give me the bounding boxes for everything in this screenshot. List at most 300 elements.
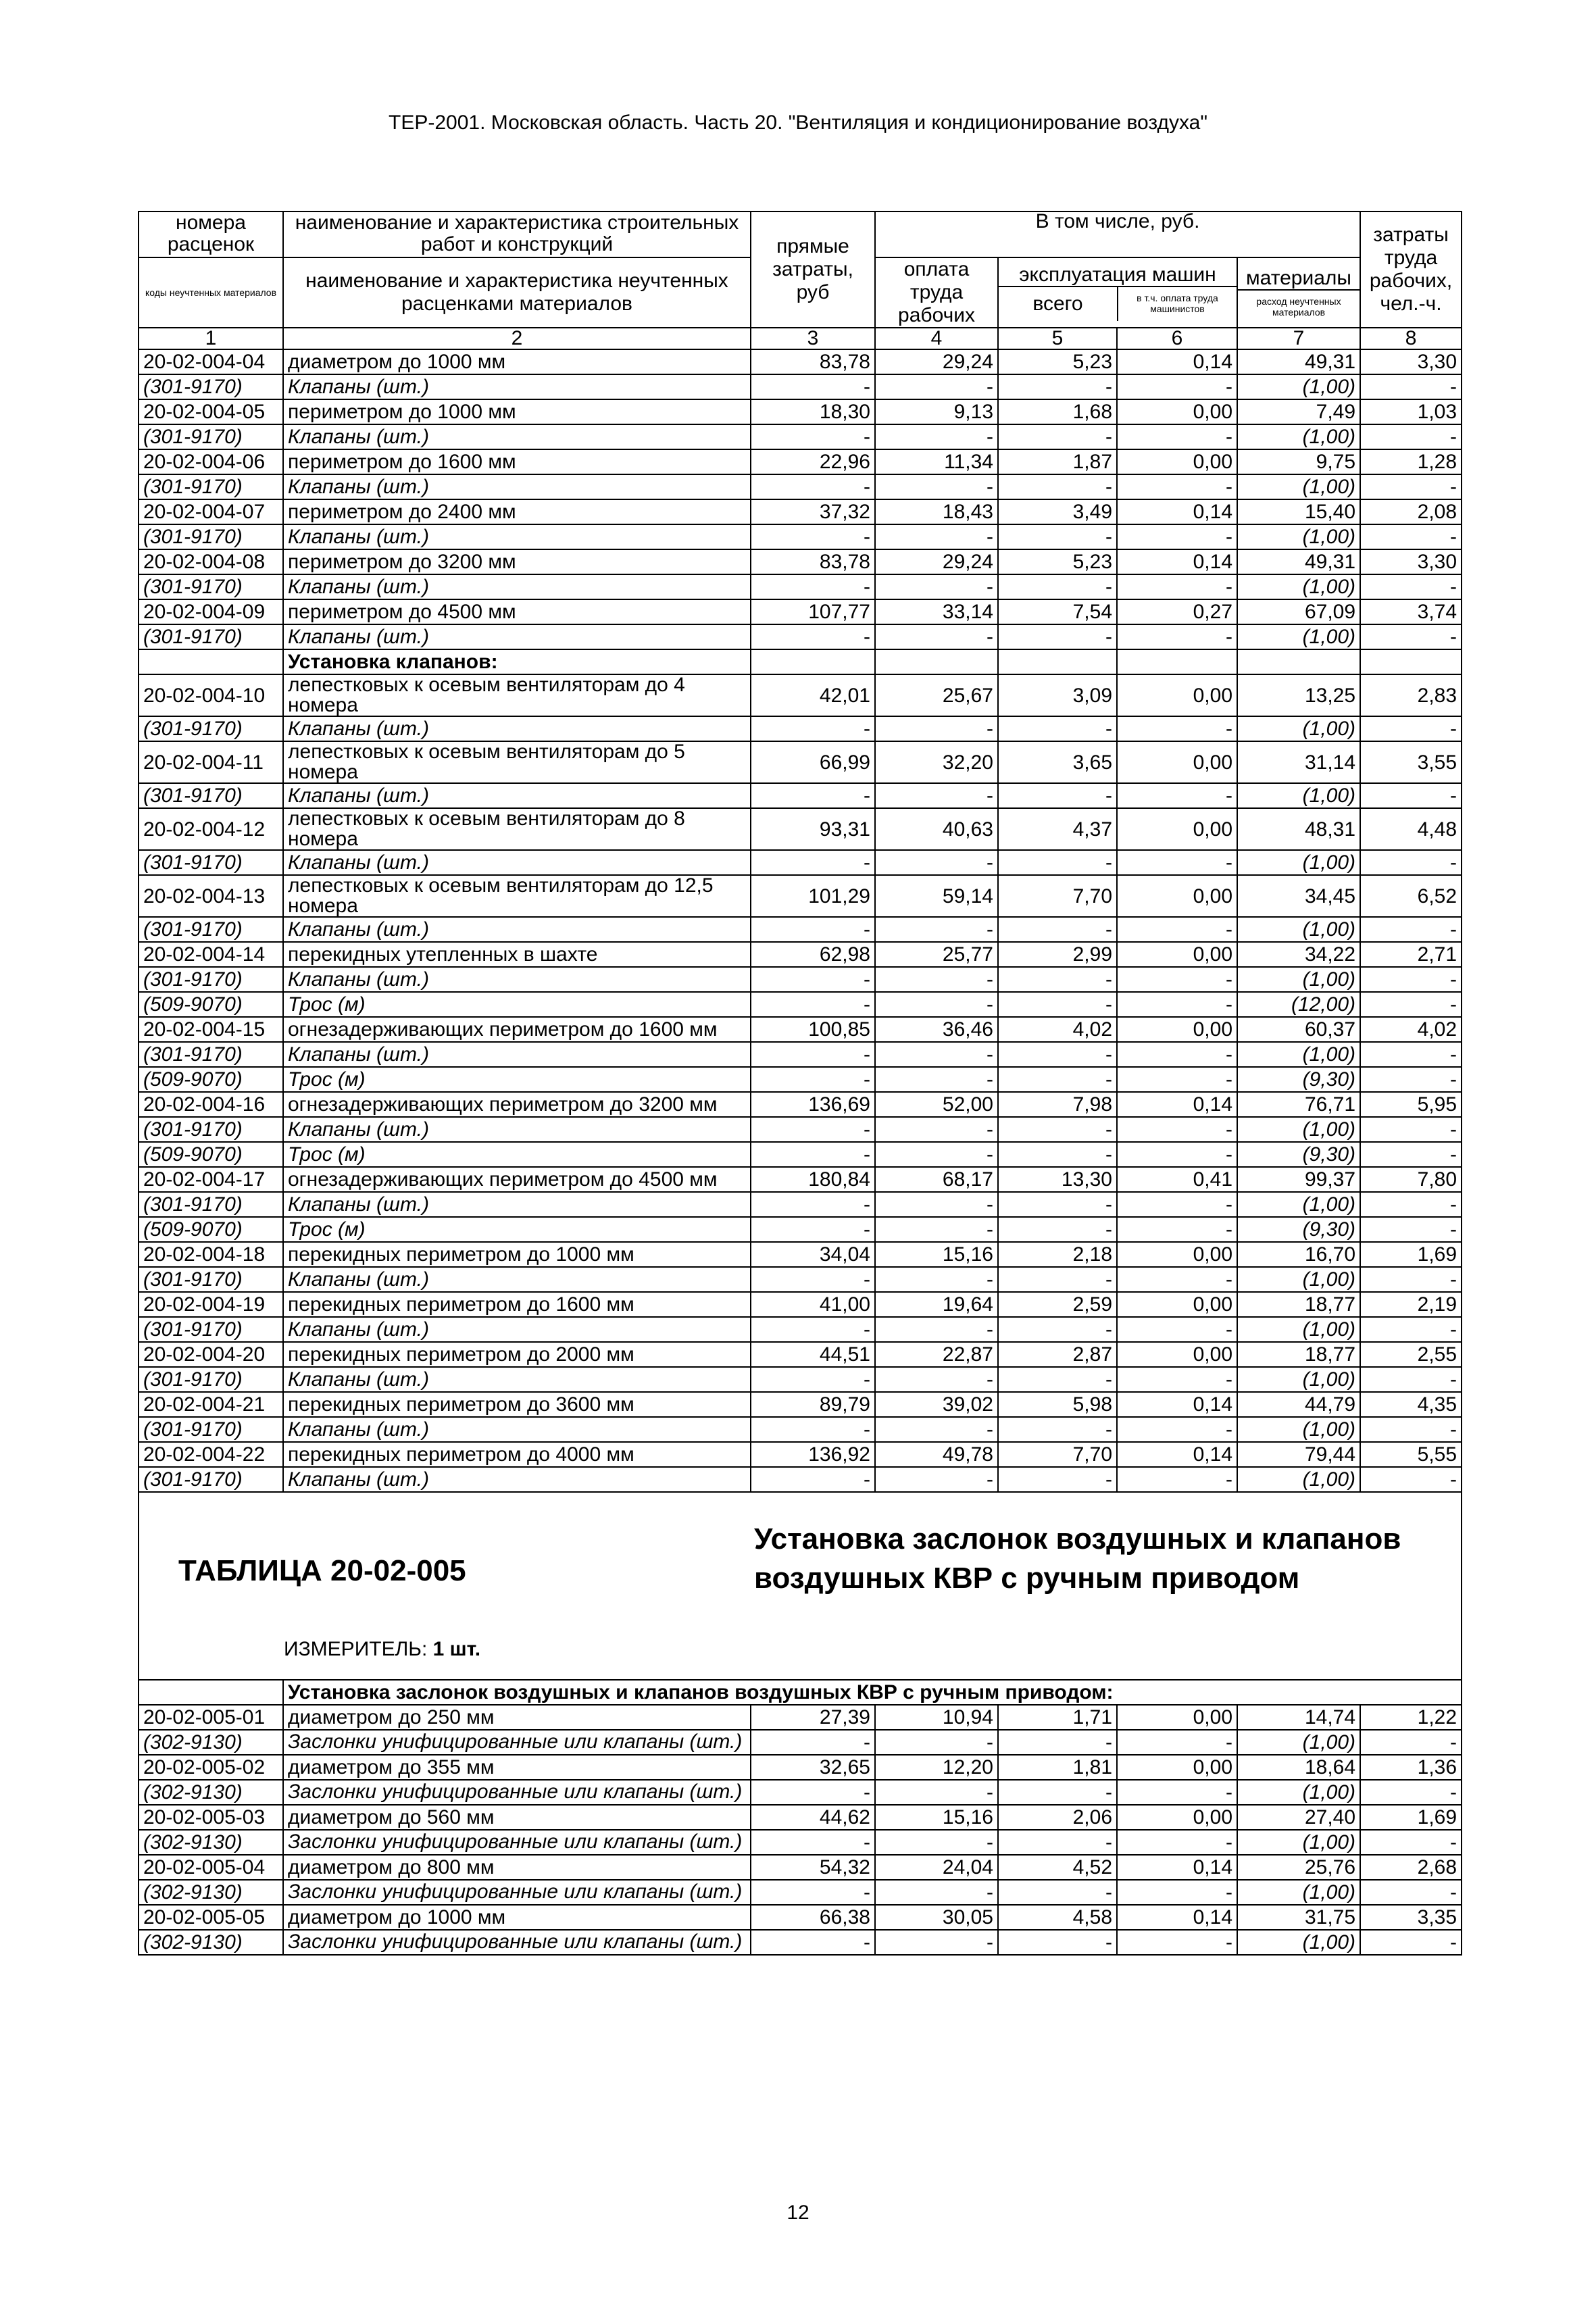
col-name-header (283, 211, 751, 257)
rate-value: 4,52 (998, 1855, 1117, 1880)
rate-value: 27,40 (1237, 1805, 1360, 1830)
material-value: - (1117, 1780, 1237, 1805)
rate-name: лепестковых к осевым вентиляторам до 5 номера (283, 741, 751, 783)
material-value: - (875, 1142, 998, 1167)
material-name: Клапаны (шт.) (283, 424, 751, 449)
rate-code: 20-02-004-22 (139, 1442, 283, 1467)
material-value: - (1360, 374, 1462, 399)
material-value: - (998, 967, 1117, 992)
rate-value: 89,79 (751, 1392, 875, 1417)
rate-code: 20-02-004-17 (139, 1167, 283, 1192)
material-value: - (1117, 967, 1237, 992)
col-name-sub: наименование и характеристика неучтенных расценками материалов (283, 257, 751, 328)
rate-value: 13,25 (1237, 674, 1360, 716)
material-value: - (751, 1117, 875, 1142)
material-code: (509-9070) (139, 1067, 283, 1092)
material-value: - (1117, 1067, 1237, 1092)
material-row (139, 967, 1462, 992)
material-value: - (751, 1042, 875, 1067)
material-value: - (998, 1367, 1117, 1392)
material-value: - (1360, 716, 1462, 741)
material-value: - (1117, 524, 1237, 549)
rate-value: 0,00 (1117, 674, 1237, 716)
material-row (139, 1192, 1462, 1217)
material-value: - (998, 1780, 1117, 1805)
col-number: 3 (751, 328, 875, 349)
rate-code: 20-02-004-08 (139, 549, 283, 574)
material-code: (301-9170) (139, 1192, 283, 1217)
material-value: - (875, 1117, 998, 1142)
material-value: - (1117, 992, 1237, 1017)
rate-row (139, 1392, 1462, 1417)
rate-value: 0,00 (1117, 808, 1237, 850)
rate-value: 0,00 (1117, 1705, 1237, 1730)
material-value: (1,00) (1237, 1830, 1360, 1855)
material-name: Клапаны (шт.) (283, 1367, 751, 1392)
material-value: - (751, 624, 875, 649)
material-name: Клапаны (шт.) (283, 850, 751, 875)
material-row (139, 1367, 1462, 1392)
rate-value: 44,79 (1237, 1392, 1360, 1417)
material-row (139, 1142, 1462, 1167)
rate-row (139, 349, 1462, 374)
material-name: Клапаны (шт.) (283, 624, 751, 649)
col-direct-header: прямые затраты, руб (751, 211, 875, 328)
table1-rows-b (139, 674, 1462, 942)
rate-value: 3,35 (1360, 1905, 1462, 1930)
material-value: - (998, 783, 1117, 808)
rate-row (139, 875, 1462, 917)
material-value: - (1360, 1730, 1462, 1755)
material-row (139, 1830, 1462, 1855)
material-code: (302-9130) (139, 1780, 283, 1805)
material-value: - (998, 1142, 1117, 1167)
material-code: (302-9130) (139, 1730, 283, 1755)
material-row (139, 424, 1462, 449)
rate-value: 3,30 (1360, 349, 1462, 374)
rate-value: 0,14 (1117, 1855, 1237, 1880)
material-name: Заслонки унифицированные или клапаны (шт.) (283, 1730, 751, 1755)
table1-section (139, 649, 1462, 674)
col-materials-sub: расход неучтенных материалов (1256, 296, 1341, 318)
material-row (139, 992, 1462, 1017)
col-incl-header: В том числе, руб. (875, 211, 1360, 257)
material-value: (1,00) (1237, 1467, 1360, 1492)
material-value: - (1117, 1117, 1237, 1142)
rate-value: 44,62 (751, 1805, 875, 1830)
material-name: Клапаны (шт.) (283, 967, 751, 992)
rate-value: 3,30 (1360, 549, 1462, 574)
material-row (139, 850, 1462, 875)
material-value: - (1360, 1467, 1462, 1492)
rate-row (139, 1092, 1462, 1117)
material-value: - (1360, 1830, 1462, 1855)
rate-row (139, 942, 1462, 967)
rate-name: диаметром до 1000 мм (283, 1905, 751, 1930)
rate-value: 7,80 (1360, 1167, 1462, 1192)
material-value: (1,00) (1237, 1192, 1360, 1217)
rate-code: 20-02-004-06 (139, 449, 283, 474)
material-row (139, 574, 1462, 599)
material-name: Клапаны (шт.) (283, 716, 751, 741)
rate-name: диаметром до 800 мм (283, 1855, 751, 1880)
rate-value: 3,49 (998, 499, 1117, 524)
rate-value: 3,55 (1360, 741, 1462, 783)
material-value: - (751, 1317, 875, 1342)
rate-value: 22,96 (751, 449, 875, 474)
rate-value: 4,48 (1360, 808, 1462, 850)
rate-value: 136,69 (751, 1092, 875, 1117)
rate-value: 100,85 (751, 1017, 875, 1042)
material-value: - (751, 1830, 875, 1855)
material-code: (302-9130) (139, 1880, 283, 1905)
material-code: (301-9170) (139, 1367, 283, 1392)
material-value: - (1360, 1780, 1462, 1805)
material-name: Клапаны (шт.) (283, 917, 751, 942)
rate-value: 25,76 (1237, 1855, 1360, 1880)
rate-row (139, 499, 1462, 524)
table-header (139, 211, 1462, 349)
material-value: (1,00) (1237, 1780, 1360, 1805)
material-name: Трос (м) (283, 992, 751, 1017)
rate-value: 0,00 (1117, 741, 1237, 783)
material-value: - (1117, 1880, 1237, 1905)
material-value: - (1360, 1192, 1462, 1217)
rate-value: 0,00 (1117, 1292, 1237, 1317)
material-value: (9,30) (1237, 1067, 1360, 1092)
rates-document (138, 211, 1461, 1956)
material-code: (301-9170) (139, 1267, 283, 1292)
material-row (139, 374, 1462, 399)
material-code: (301-9170) (139, 1117, 283, 1142)
material-value: - (1117, 424, 1237, 449)
rate-value: 83,78 (751, 549, 875, 574)
rate-code: 20-02-004-18 (139, 1242, 283, 1267)
rate-value: 2,08 (1360, 499, 1462, 524)
material-value: - (1117, 1267, 1237, 1292)
material-value: - (751, 374, 875, 399)
material-value: - (1360, 850, 1462, 875)
rate-value: 107,77 (751, 599, 875, 624)
material-name: Клапаны (шт.) (283, 374, 751, 399)
material-value: - (998, 474, 1117, 499)
material-name: Клапаны (шт.) (283, 1467, 751, 1492)
section-title: Установка клапанов: (283, 649, 751, 674)
rate-value: 18,30 (751, 399, 875, 424)
material-row (139, 474, 1462, 499)
rate-value: 25,77 (875, 942, 998, 967)
rate-value: 0,14 (1117, 349, 1237, 374)
material-row (139, 1780, 1462, 1805)
rate-value: 44,51 (751, 1342, 875, 1367)
material-name: Заслонки унифицированные или клапаны (шт.) (283, 1780, 751, 1805)
rate-value: 6,52 (1360, 875, 1462, 917)
rate-value: 7,54 (998, 599, 1117, 624)
material-row (139, 624, 1462, 649)
material-name: Клапаны (шт.) (283, 574, 751, 599)
rate-value: 32,65 (751, 1755, 875, 1780)
material-value: - (751, 574, 875, 599)
material-value: - (751, 1780, 875, 1805)
material-row (139, 1417, 1462, 1442)
material-value: - (1117, 1317, 1237, 1342)
table2-title (754, 1520, 1401, 1598)
material-value: - (751, 992, 875, 1017)
material-row (139, 1267, 1462, 1292)
rates-table-20-02-004 (138, 211, 1462, 1956)
rate-value: 49,31 (1237, 549, 1360, 574)
material-name: Клапаны (шт.) (283, 1117, 751, 1142)
rate-code: 20-02-005-04 (139, 1855, 283, 1880)
rate-value: 136,92 (751, 1442, 875, 1467)
rate-row (139, 1167, 1462, 1192)
material-value: - (998, 850, 1117, 875)
material-value: - (1360, 1367, 1462, 1392)
rate-row (139, 674, 1462, 716)
rate-value: 0,00 (1117, 399, 1237, 424)
rate-row (139, 1855, 1462, 1880)
material-value: (1,00) (1237, 850, 1360, 875)
material-name: Трос (м) (283, 1217, 751, 1242)
rate-name: огнезадерживающих периметром до 4500 мм (283, 1167, 751, 1192)
rate-value: 32,20 (875, 741, 998, 783)
material-value: - (998, 992, 1117, 1017)
rate-value: 16,70 (1237, 1242, 1360, 1267)
rate-value: 2,55 (1360, 1342, 1462, 1367)
material-code: (509-9070) (139, 1217, 283, 1242)
rate-value: 7,70 (998, 875, 1117, 917)
rate-code: 20-02-004-11 (139, 741, 283, 783)
rate-row (139, 808, 1462, 850)
rate-value: 7,98 (998, 1092, 1117, 1117)
material-value: - (1117, 917, 1237, 942)
col-machines-label: эксплуатация машин (999, 264, 1237, 287)
rate-value: 7,70 (998, 1442, 1117, 1467)
material-row (139, 1067, 1462, 1092)
rate-value: 2,18 (998, 1242, 1117, 1267)
rate-value: 101,29 (751, 875, 875, 917)
rate-value: 4,02 (998, 1017, 1117, 1042)
material-value: - (998, 917, 1117, 942)
rate-value: 180,84 (751, 1167, 875, 1192)
material-value: (1,00) (1237, 374, 1360, 399)
material-value: - (1117, 1192, 1237, 1217)
rate-code: 20-02-005-03 (139, 1805, 283, 1830)
material-value: - (998, 1730, 1117, 1755)
rate-value: 9,13 (875, 399, 998, 424)
material-value: - (1117, 1042, 1237, 1067)
rate-name: периметром до 1600 мм (283, 449, 751, 474)
col-code-header (139, 211, 283, 257)
rate-value: 2,71 (1360, 942, 1462, 967)
rate-value: 0,41 (1117, 1167, 1237, 1192)
rate-row (139, 1292, 1462, 1317)
material-value: - (875, 424, 998, 449)
material-value: - (1117, 1830, 1237, 1855)
rate-value: 15,16 (875, 1242, 998, 1267)
rate-value: 41,00 (751, 1292, 875, 1317)
material-value: - (1360, 917, 1462, 942)
rate-value: 39,02 (875, 1392, 998, 1417)
rate-value: 93,31 (751, 808, 875, 850)
rate-code: 20-02-004-15 (139, 1017, 283, 1042)
rate-name: огнезадерживающих периметром до 1600 мм (283, 1017, 751, 1042)
material-value: - (875, 850, 998, 875)
material-value: - (998, 1217, 1117, 1242)
material-value: - (751, 1267, 875, 1292)
material-value: (1,00) (1237, 624, 1360, 649)
material-value: - (1117, 1142, 1237, 1167)
material-value: (1,00) (1237, 967, 1360, 992)
rate-value: 19,64 (875, 1292, 998, 1317)
rate-value: 2,99 (998, 942, 1117, 967)
material-name: Заслонки унифицированные или клапаны (шт.) (283, 1930, 751, 1955)
material-value: - (751, 1217, 875, 1242)
rate-value: 0,00 (1117, 1755, 1237, 1780)
material-value: - (751, 524, 875, 549)
material-value: - (1117, 574, 1237, 599)
rate-row (139, 1705, 1462, 1730)
material-name: Клапаны (шт.) (283, 474, 751, 499)
rate-value: 42,01 (751, 674, 875, 716)
material-value: - (875, 1730, 998, 1755)
material-value: - (751, 850, 875, 875)
col-number: 4 (875, 328, 998, 349)
rate-name: перекидных утепленных в шахте (283, 942, 751, 967)
material-value: - (1117, 1467, 1237, 1492)
material-value: - (875, 1467, 998, 1492)
material-value: - (875, 1367, 998, 1392)
rate-value: 54,32 (751, 1855, 875, 1880)
material-value: (1,00) (1237, 783, 1360, 808)
rate-value: 1,03 (1360, 399, 1462, 424)
material-value: - (875, 716, 998, 741)
material-code: (301-9170) (139, 1417, 283, 1442)
rate-name: перекидных периметром до 1600 мм (283, 1292, 751, 1317)
material-row (139, 783, 1462, 808)
rate-value: 3,74 (1360, 599, 1462, 624)
material-code: (301-9170) (139, 374, 283, 399)
material-value: - (998, 1417, 1117, 1442)
rate-value: 4,02 (1360, 1017, 1462, 1042)
rate-name: перекидных периметром до 2000 мм (283, 1342, 751, 1367)
material-value: - (1360, 574, 1462, 599)
rate-value: 83,78 (751, 349, 875, 374)
material-name: Клапаны (шт.) (283, 783, 751, 808)
material-value: (1,00) (1237, 1367, 1360, 1392)
rate-name: диаметром до 250 мм (283, 1705, 751, 1730)
rate-value: 0,14 (1117, 549, 1237, 574)
rate-value: 2,87 (998, 1342, 1117, 1367)
material-value: - (751, 917, 875, 942)
material-value: - (998, 574, 1117, 599)
rate-value: 99,37 (1237, 1167, 1360, 1192)
material-value: - (1360, 1067, 1462, 1092)
rate-value: 31,75 (1237, 1905, 1360, 1930)
rate-value: 14,74 (1237, 1705, 1360, 1730)
rate-name: лепестковых к осевым вентиляторам до 12,5 номера (283, 875, 751, 917)
col-number: 1 (139, 328, 283, 349)
material-value: - (1360, 1267, 1462, 1292)
material-value: (1,00) (1237, 716, 1360, 741)
rate-value: 18,77 (1237, 1292, 1360, 1317)
material-name: Трос (м) (283, 1067, 751, 1092)
rate-value: 2,68 (1360, 1855, 1462, 1880)
rate-value: 5,55 (1360, 1442, 1462, 1467)
col-machines-wages: в т.ч. оплата труда машинистов (1137, 293, 1218, 314)
rate-value: 0,14 (1117, 499, 1237, 524)
rate-row (139, 1905, 1462, 1930)
rate-value: 37,32 (751, 499, 875, 524)
material-value: - (751, 716, 875, 741)
rate-value: 48,31 (1237, 808, 1360, 850)
material-value: - (998, 1317, 1117, 1342)
material-value: - (875, 967, 998, 992)
rate-name: периметром до 1000 мм (283, 399, 751, 424)
col-number: 6 (1117, 328, 1237, 349)
rate-name: лепестковых к осевым вентиляторам до 8 номера (283, 808, 751, 850)
rate-row (139, 1017, 1462, 1042)
col-machines-header (998, 257, 1237, 328)
rate-value: 29,24 (875, 349, 998, 374)
table2-title-block (139, 1492, 1462, 1705)
rate-value: 66,38 (751, 1905, 875, 1930)
rate-value: 5,98 (998, 1392, 1117, 1417)
material-code: (509-9070) (139, 992, 283, 1017)
material-row (139, 1042, 1462, 1067)
material-value: - (998, 1117, 1117, 1142)
rate-code: 20-02-005-05 (139, 1905, 283, 1930)
material-value: - (751, 1467, 875, 1492)
material-value: - (875, 374, 998, 399)
rate-row (139, 1755, 1462, 1780)
material-value: - (1360, 1142, 1462, 1167)
table2-code: ТАБЛИЦА 20-02-005 (178, 1554, 466, 1587)
col-materials-header (1237, 257, 1360, 328)
material-value: - (875, 1317, 998, 1342)
rate-value: 1,69 (1360, 1805, 1462, 1830)
material-row (139, 1217, 1462, 1242)
rate-row (139, 1342, 1462, 1367)
col-number: 7 (1237, 328, 1360, 349)
rate-value: 5,23 (998, 349, 1117, 374)
rate-value: 0,00 (1117, 1342, 1237, 1367)
material-value: (1,00) (1237, 574, 1360, 599)
material-value: - (1117, 1367, 1237, 1392)
material-value: - (1360, 1880, 1462, 1905)
material-code: (301-9170) (139, 917, 283, 942)
material-value: (1,00) (1237, 524, 1360, 549)
rate-value: 29,24 (875, 549, 998, 574)
col-labor-header: затраты труда рабочих, чел.-ч. (1360, 211, 1462, 328)
material-code: (301-9170) (139, 967, 283, 992)
rate-value: 76,71 (1237, 1092, 1360, 1117)
rate-code: 20-02-004-20 (139, 1342, 283, 1367)
material-code: (301-9170) (139, 524, 283, 549)
rate-value: 0,00 (1117, 449, 1237, 474)
material-value: - (998, 374, 1117, 399)
col-number: 5 (998, 328, 1117, 349)
rate-name: периметром до 3200 мм (283, 549, 751, 574)
material-value: - (998, 524, 1117, 549)
material-code: (301-9170) (139, 474, 283, 499)
material-value: - (875, 474, 998, 499)
material-value: - (751, 1730, 875, 1755)
rate-value: 15,16 (875, 1805, 998, 1830)
rate-row (139, 549, 1462, 574)
rate-value: 34,45 (1237, 875, 1360, 917)
rate-value: 18,64 (1237, 1755, 1360, 1780)
